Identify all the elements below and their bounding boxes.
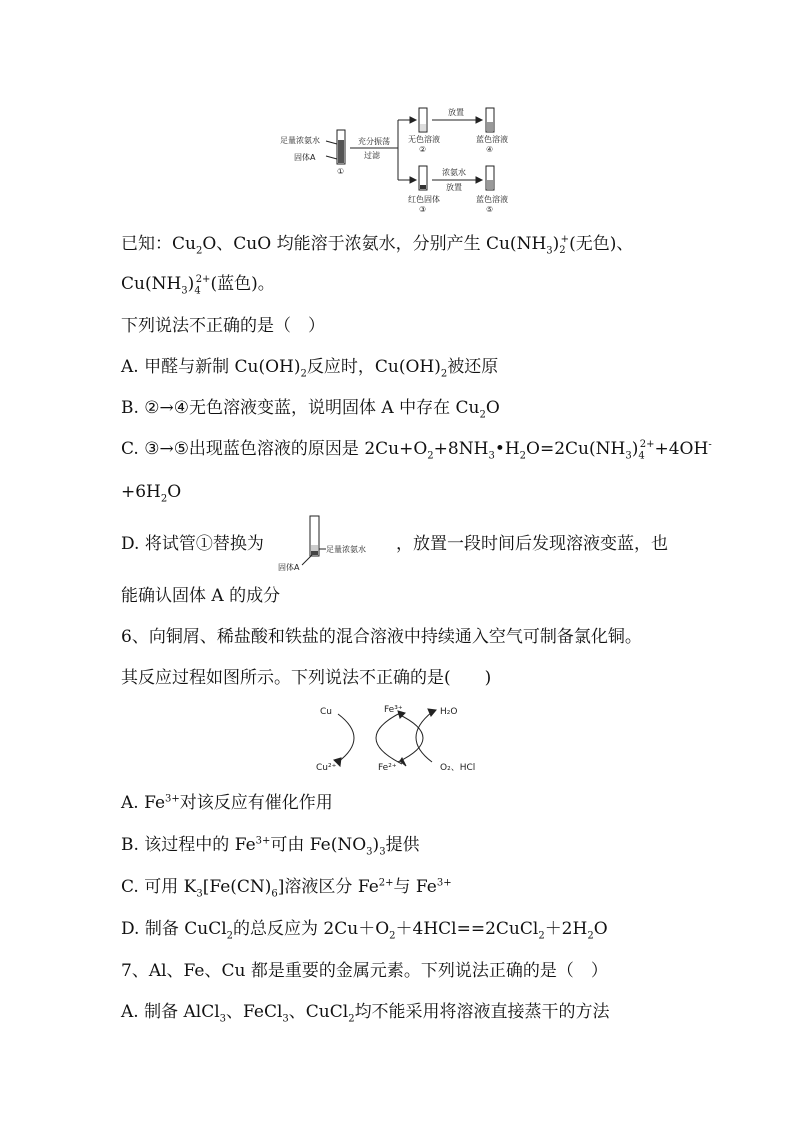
replacement-tube-solid: 固体A (278, 563, 300, 572)
replacement-tube-ammonia: 足量浓氨水 (326, 545, 366, 554)
q6-option-c: C. 可用 $K_3[Fe(CN)_6]$溶液区分 $Fe^{2+}$与 $Fe^{3+}$ (121, 877, 452, 900)
tube5-number: ⑤ (486, 205, 494, 214)
arrow-bottom-label-1: 浓氨水 (442, 168, 466, 177)
q7-option-a: A. 制备 AlCl$_3$、FeCl$_3$、CuCl$_2$均不能采用将溶液直接蒸干的方法 (121, 1002, 610, 1025)
cycle-cu: Cu (320, 707, 332, 717)
q5-option-d-cont2: 能确认固体 A 的成分 (121, 586, 281, 606)
left-label-solid: 固体A (294, 153, 316, 162)
tube4-label: 蓝色溶液 (476, 135, 508, 144)
tube3-label: 红色固体 (408, 195, 440, 204)
tube3-number: ③ (419, 205, 427, 214)
q5-option-d-cont: ，放置一段时间后发现溶液变蓝，也 (396, 534, 668, 554)
known-line-1: 已知：$Cu_2O$、CuO 均能溶于浓氨水，分别产生 $Cu(NH_3)_2^+$(无色)、 (121, 234, 634, 257)
q6-option-a: A. $Fe^{3+}$对该反应有催化作用 (121, 793, 333, 813)
cycle-diagram (310, 700, 490, 780)
step-label-filter: 过滤 (364, 151, 380, 160)
tube4-number: ④ (486, 145, 494, 154)
arrow-top-label: 放置 (448, 108, 464, 117)
q5-stem: 下列说法不正确的是（ ） (121, 316, 325, 336)
q6-stem-line-2: 其反应过程如图所示。下列说法不正确的是( ) (121, 668, 492, 688)
q6-stem-line-1: 6、向铜屑、稀盐酸和铁盐的混合溶液中持续通入空气可制备氯化铜。 (121, 627, 642, 647)
q5-option-a: A. 甲醛与新制 $Cu(OH)_2$反应时，$Cu(OH)_2$被还原 (121, 357, 499, 380)
q6-option-b: B. 该过程中的 $Fe^{3+}$可由 $Fe(NO_3)_3$提供 (121, 835, 420, 858)
q6-option-d: D. 制备 CuCl$_2$的总反应为 $2Cu+O_2+4HCl==2CuCl_2+2H_2O$ (121, 919, 608, 942)
q5-option-c-cont: $+6H_2O$ (121, 482, 182, 505)
step-label-shake: 充分振荡 (358, 137, 390, 146)
q5-option-c: C. ③→⑤出现蓝色溶液的原因是 $2Cu+O_2+8NH_3•H_2O=2Cu(NH_3)_4^{2+}+4OH^-$ (121, 439, 712, 462)
left-label-ammonia: 足量浓氨水 (280, 136, 320, 145)
cycle-fe3: Fe³⁺ (384, 705, 403, 715)
cycle-cu2: Cu²⁺ (316, 763, 337, 773)
tube1-number: ① (337, 167, 345, 176)
q5-option-d: D. 将试管①替换为 (121, 534, 264, 554)
cycle-fe2: Fe²⁺ (378, 763, 397, 773)
experiment-diagram (280, 104, 530, 216)
cycle-h2o: H₂O (440, 707, 458, 717)
q5-option-b: B. ②→④无色溶液变蓝，说明固体 A 中存在 $Cu_2O$ (121, 398, 500, 421)
arrow-bottom-label-2: 放置 (446, 183, 462, 192)
known-line-2: $Cu(NH_3)_4^{2+}$(蓝色)。 (121, 274, 275, 297)
tube5-label: 蓝色溶液 (476, 195, 508, 204)
cycle-o2-hcl: O₂、HCl (440, 763, 476, 773)
replacement-tube-diagram (276, 513, 396, 573)
q7-stem: 7、Al、Fe、Cu 都是重要的金属元素。下列说法正确的是（ ） (121, 961, 608, 981)
tube2-label: 无色溶液 (408, 135, 440, 144)
tube2-number: ② (419, 145, 427, 154)
